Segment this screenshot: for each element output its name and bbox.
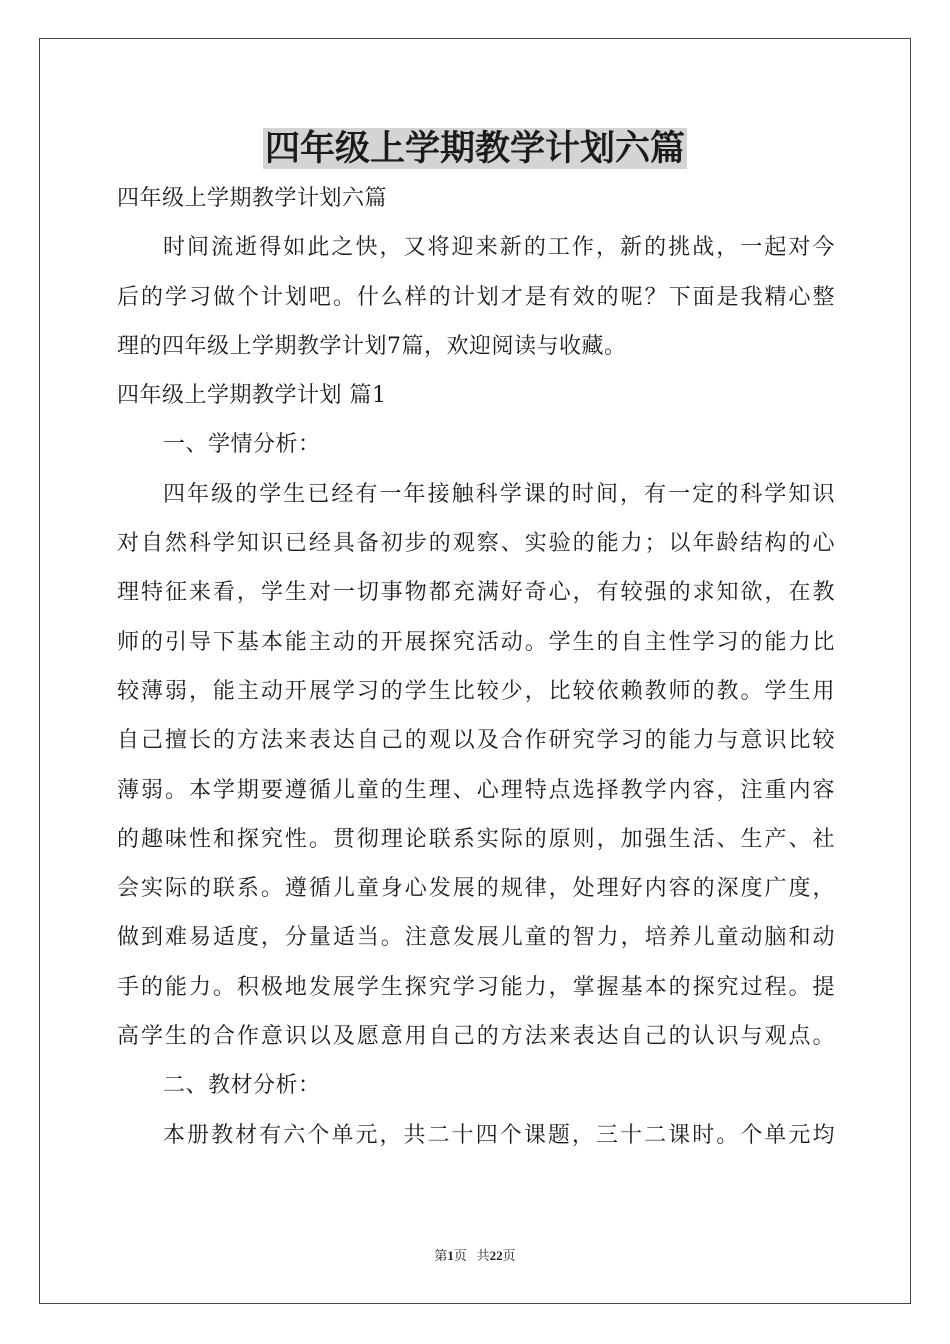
body-line: 时间流逝得如此之快，又将迎来新的工作，新的挑战，一起对今 [163,235,835,261]
body-line: 自己擅长的方法来表达自己的观以及合作研究学习的能力与意识比较 [117,728,835,754]
body-line: 四年级上学期教学计划 篇1 [117,383,387,409]
body-line: 薄弱。本学期要遵循儿童的生理、心理特点选择教学内容，注重内容 [117,777,835,803]
body-line: 理特征来看，学生对一切事物都充满好奇心，有较强的求知欲，在教 [117,580,835,606]
body-line: 一、学情分析： [163,432,321,458]
body-line: 后的学习做个计划吧。什么样的计划才是有效的呢？下面是我精心整 [117,284,835,310]
footer-page-number: 1 [447,1248,454,1263]
page-footer [0,1245,950,1264]
body-line: 二、教材分析： [163,1073,321,1099]
footer-total-prefix: 共 [476,1248,490,1263]
body-line: 四年级的学生已经有一年接触科学课的时间，有一定的科学知识 [163,481,835,507]
document-title [0,124,950,174]
body-line: 本册教材有六个单元，共二十四个课题，三十二课时。个单元均 [163,1122,835,1148]
footer-total-pages: 22 [489,1248,503,1263]
body-line: 理的四年级上学期教学计划7篇，欢迎阅读与收藏。 [117,333,627,359]
body-line: 的趣味性和探究性。贯彻理论联系实际的原则，加强生活、生产、社 [117,826,835,852]
document-title-text: 四年级上学期教学计划六篇 [264,128,685,169]
body-line: 会实际的联系。遵循儿童身心发展的规律，处理好内容的深度广度， [117,876,835,902]
body-line: 师的引导下基本能主动的开展探究活动。学生的自主性学习的能力比 [117,629,835,655]
footer-page-suffix: 页 [453,1248,467,1263]
document-body [117,174,835,1160]
footer-page-prefix: 第 [434,1248,448,1263]
body-line: 高学生的合作意识以及愿意用自己的方法来表达自己的认识与观点。 [117,1024,835,1050]
body-line: 做到难易适度，分量适当。注意发展儿童的智力，培养儿童动脑和动 [117,925,835,951]
body-line: 对自然科学知识已经具备初步的观察、实验的能力；以年龄结构的心 [117,531,835,557]
body-line: 较薄弱，能主动开展学习的学生比较少，比较依赖教师的教。学生用 [117,678,835,704]
body-line: 四年级上学期教学计划六篇 [117,186,388,211]
body-line: 手的能力。积极地发展学生探究学习能力，掌握基本的探究过程。提 [117,974,835,1000]
footer-total-suffix: 页 [502,1248,516,1263]
